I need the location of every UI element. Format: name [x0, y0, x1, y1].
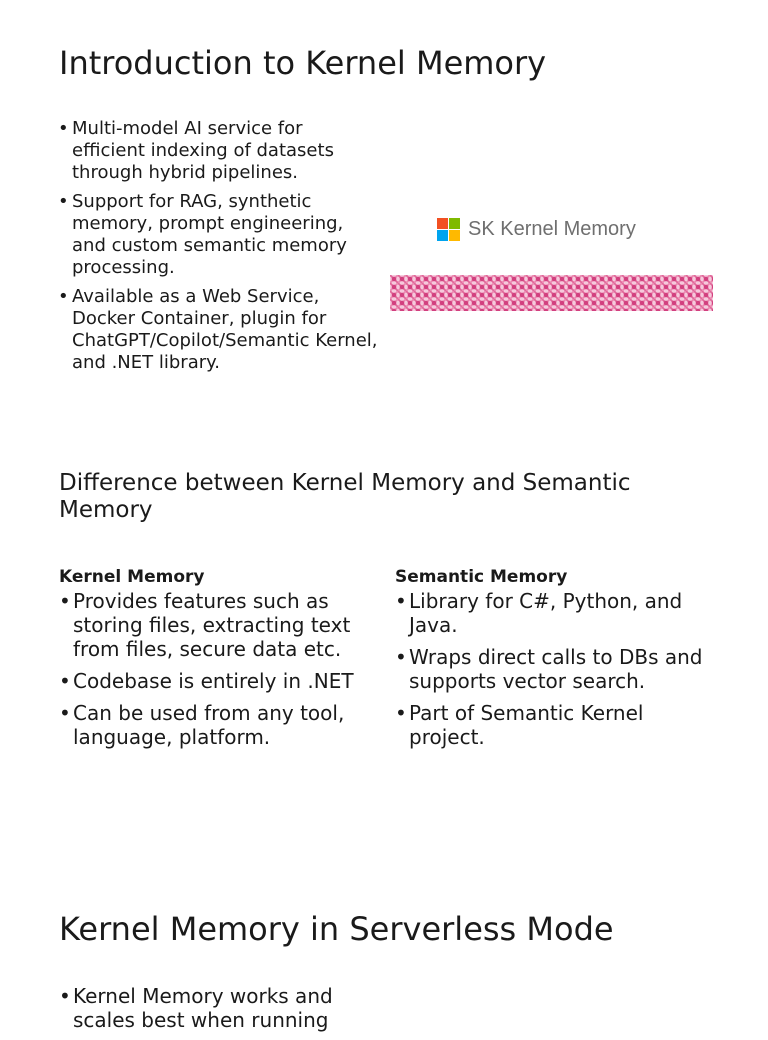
list-item: • Kernel Memory works and scales best when running — [59, 984, 379, 1032]
list-item: • Can be used from any tool, language, platform. — [59, 701, 369, 749]
list-item: • Wraps direct calls to DBs and supports vector search. — [395, 645, 705, 693]
list-item: • Provides features such as storing files, extracting text from files, secure data etc. — [59, 589, 369, 661]
logo-text: SK Kernel Memory — [468, 218, 636, 240]
semantic-memory-column — [395, 567, 705, 757]
decorative-pattern-banner — [390, 275, 713, 311]
column-heading: Kernel Memory — [59, 567, 205, 587]
slide1-bullet-list — [58, 118, 378, 381]
list-item: • Support for RAG, synthetic memory, prompt engineering, and custom semantic memory processing. — [58, 191, 378, 279]
slide3-bullet-list — [59, 984, 379, 1040]
list-item: • Available as a Web Service, Docker Container, plugin for ChatGPT/Copilot/Semantic Kernel, and .NET library. — [58, 286, 378, 374]
semantic-memory-bullet-list — [395, 589, 705, 749]
slide1-title: Introduction to Kernel Memory — [59, 44, 547, 82]
column-heading: Semantic Memory — [395, 567, 568, 587]
list-item: • Multi-model AI service for efficient indexing of datasets through hybrid pipelines. — [58, 118, 378, 184]
microsoft-logo-icon — [437, 218, 460, 241]
kernel-memory-logo — [437, 218, 636, 241]
kernel-memory-column — [59, 567, 369, 757]
list-item: • Codebase is entirely in .NET — [59, 669, 369, 693]
slide3-title: Kernel Memory in Serverless Mode — [59, 910, 614, 948]
list-item: • Part of Semantic Kernel project. — [395, 701, 705, 749]
kernel-memory-bullet-list — [59, 589, 369, 749]
list-item: • Library for C#, Python, and Java. — [395, 589, 705, 637]
slide2-title: Difference between Kernel Memory and Semantic Memory — [59, 470, 631, 523]
